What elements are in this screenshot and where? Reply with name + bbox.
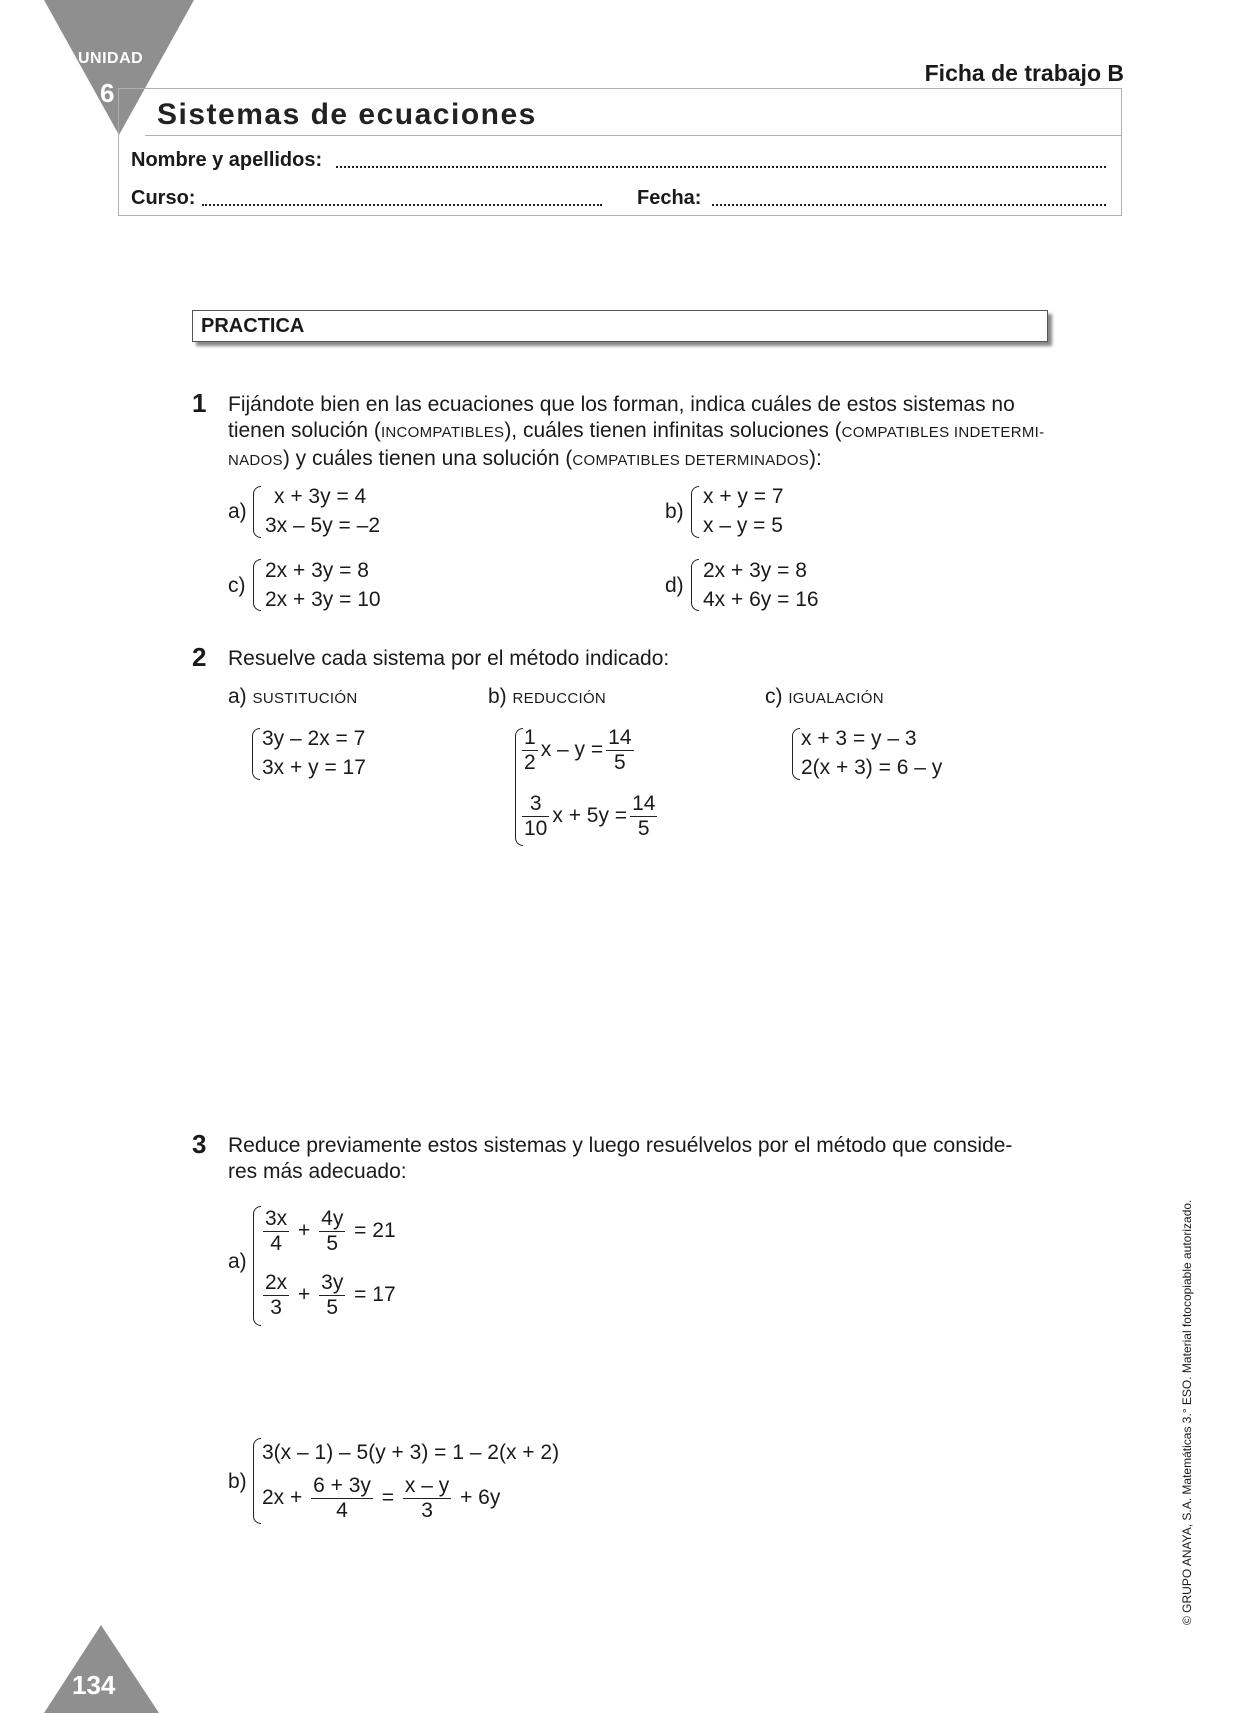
q1-c-eq1: 2x + 3y = 8 <box>265 559 369 582</box>
course-field[interactable] <box>202 204 602 206</box>
q1-d-label: d) <box>665 574 684 597</box>
worksheet-code: Ficha de trabajo B <box>924 60 1124 86</box>
section-box <box>192 310 1048 342</box>
date-field[interactable] <box>712 204 1106 206</box>
q3-b-eq2: 2x + $\frac{6 + 3y}{4}$ = $\frac{x - y}{3}$ + 6y <box>262 1474 501 1522</box>
q1-b-label: b) <box>665 500 684 523</box>
q3-line-2: res más adecuado: <box>228 1160 407 1183</box>
q2-a-eq2: 3x + y = 17 <box>262 756 366 779</box>
q3-a-eq2: $\frac{2x}{3}$ + $\frac{3y}{5}$ = 17 <box>265 1271 396 1319</box>
q1-line-2: tienen solución (INCOMPATIBLES), cuáles tienen infinitas soluciones (COMPATIBLES INDETERMI- <box>228 419 1045 442</box>
brace-icon <box>253 486 261 538</box>
q2-b-eq1: $\frac{1}{2}$ x – y = $\frac{14}{5}$ <box>524 726 632 774</box>
q3-a-label: a) <box>228 1250 247 1273</box>
question-1-text <box>228 392 1050 474</box>
q1-d-eq1: 2x + 3y = 8 <box>703 559 807 582</box>
q2-b-heading: b) REDUCCIÓN <box>488 685 607 708</box>
question-1-number: 1 <box>192 388 207 418</box>
brace-icon <box>253 559 261 611</box>
q2-b-eq2: $\frac{3}{10}$ x + 5y = $\frac{14}{5}$ <box>524 792 656 840</box>
question-3-number: 3 <box>192 1129 207 1159</box>
q1-a-label: a) <box>228 500 247 523</box>
q3-a-eq1: $\frac{3x}{4}$ + $\frac{4y}{5}$ = 21 <box>265 1207 396 1255</box>
question-3-text <box>228 1133 1050 1185</box>
q1-line-3: NADOS) y cuáles tienen una solución (COMPATIBLES DETERMINADOS): <box>228 447 822 470</box>
brace-icon <box>691 559 699 611</box>
q1-b-eq2: x – y = 5 <box>703 514 783 537</box>
q1-a-eq2: 3x – 5y = –2 <box>265 514 380 537</box>
q3-b-label: b) <box>228 1470 247 1493</box>
q1-d-eq2: 4x + 6y = 16 <box>703 588 819 611</box>
q1-c-label: c) <box>228 574 246 597</box>
brace-icon <box>252 728 260 780</box>
question-2-number: 2 <box>192 642 207 672</box>
q2-c-heading: c) IGUALACIÓN <box>765 685 884 708</box>
copyright-notice: © GRUPO ANAYA, S.A. Matemáticas 3.° ESO. Material fotocopiable autorizado. <box>1180 1199 1194 1625</box>
q2-a-heading: a) SUSTITUCIÓN <box>228 685 358 708</box>
unit-number: 6 <box>100 78 115 108</box>
q1-b-eq1: x + y = 7 <box>703 485 784 508</box>
page-number: 134 <box>72 1670 116 1700</box>
course-label: Curso: <box>131 187 196 209</box>
brace-icon <box>792 728 800 780</box>
name-label: Nombre y apellidos: <box>131 149 323 171</box>
q2-c-eq2: 2(x + 3) = 6 – y <box>801 756 943 779</box>
q1-c-eq2: 2x + 3y = 10 <box>265 588 381 611</box>
page-title: Sistemas de ecuaciones <box>157 98 537 131</box>
question-2-text: Resuelve cada sistema por el método indicado: <box>228 647 670 670</box>
unit-label: UNIDAD <box>78 50 144 67</box>
brace-icon <box>253 1438 261 1524</box>
q1-line-1: Fijándote bien en las ecuaciones que los forman, indica cuáles de estos sistemas no <box>228 393 1015 416</box>
brace-icon <box>691 486 699 538</box>
section-title: PRACTICA <box>201 315 305 337</box>
name-field[interactable] <box>336 166 1106 168</box>
date-label: Fecha: <box>637 187 702 209</box>
q2-a-eq1: 3y – 2x = 7 <box>262 727 366 750</box>
q1-a-eq1: x + 3y = 4 <box>274 485 367 508</box>
q3-b-eq1: 3(x – 1) – 5(y + 3) = 1 – 2(x + 2) <box>262 1441 560 1464</box>
q2-c-eq1: x + 3 = y – 3 <box>801 727 917 750</box>
q3-line-1: Reduce previamente estos sistemas y luego resuélvelos por el método que conside- <box>228 1134 1013 1157</box>
